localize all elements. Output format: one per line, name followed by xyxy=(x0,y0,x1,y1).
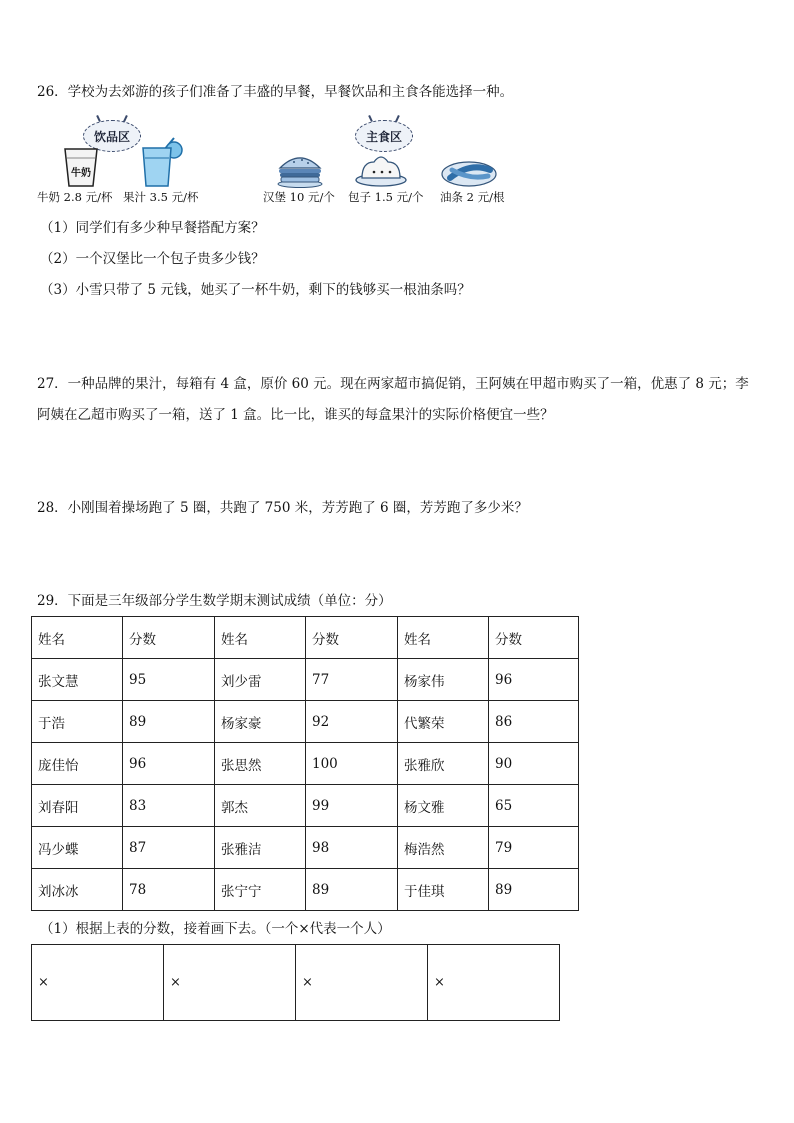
youtiao-icon xyxy=(440,156,498,188)
table-cell: 92 xyxy=(306,701,398,743)
juice-cup-icon xyxy=(140,136,184,188)
table-row xyxy=(32,827,579,869)
table-cell: 89 xyxy=(306,869,398,911)
q26-text: 26．学校为去郊游的孩子们准备了丰盛的早餐，早餐饮品和主食各能选择一种。 xyxy=(37,84,514,100)
main-zone-label: 主食区 xyxy=(355,120,413,152)
table-cell: 96 xyxy=(489,659,579,701)
q26-sub2: （2）一个汉堡比一个包子贵多少钱？ xyxy=(40,251,265,267)
table-cell: 86 xyxy=(489,701,579,743)
q28-text: 28．小刚围着操场跑了 5 圈，共跑了 750 米，芳芳跑了 6 圈，芳芳跑了多少米？ xyxy=(37,500,528,516)
table-cell: 杨家豪 xyxy=(215,701,306,743)
score-table xyxy=(31,616,579,911)
header-cell: 分数 xyxy=(123,617,215,659)
table-row xyxy=(32,869,579,911)
youtiao-caption: 油条 2 元/根 xyxy=(440,190,505,204)
hamburger-caption: 汉堡 10 元/个 xyxy=(263,190,335,204)
table-cell: 张宁宁 xyxy=(215,869,306,911)
q27-line1: 27．一种品牌的果汁，每箱有 4 盒，原价 60 元。现在两家超市搞促销，王阿姨在甲超市购买了一箱，优惠了 8 元；李 xyxy=(37,376,749,392)
table-cell: 张思然 xyxy=(215,743,306,785)
table-cell: 87 xyxy=(123,827,215,869)
table-cell: 99 xyxy=(306,785,398,827)
baozi-icon xyxy=(354,148,408,188)
table-cell: 刘冰冰 xyxy=(32,869,123,911)
header-cell: 分数 xyxy=(489,617,579,659)
q29-sub1: （1）根据上表的分数，接着画下去。（一个×代表一个人） xyxy=(40,921,391,937)
header-cell: 姓名 xyxy=(398,617,489,659)
q26-sub3: （3）小雪只带了 5 元钱，她买了一杯牛奶，剩下的钱够买一根油条吗？ xyxy=(40,282,471,298)
table-cell: 代繁荣 xyxy=(398,701,489,743)
table-cell: 张雅洁 xyxy=(215,827,306,869)
table-cell: 96 xyxy=(123,743,215,785)
table-cell: 79 xyxy=(489,827,579,869)
q29-text: 29．下面是三年级部分学生数学期末测试成绩（单位：分） xyxy=(37,593,392,609)
milk-cup-text: 牛奶 xyxy=(71,168,91,179)
milk-cup-icon xyxy=(62,146,100,188)
table-cell: 刘少雷 xyxy=(215,659,306,701)
table-cell: 于浩 xyxy=(32,701,123,743)
table-cell: 梅浩然 xyxy=(398,827,489,869)
table-cell: 90 xyxy=(489,743,579,785)
table-cell: 89 xyxy=(489,869,579,911)
tally-table xyxy=(31,944,560,1021)
table-row xyxy=(32,785,579,827)
table-cell: 100 xyxy=(306,743,398,785)
table-cell: 95 xyxy=(123,659,215,701)
q26-sub1: （1）同学们有多少种早餐搭配方案？ xyxy=(40,220,265,236)
table-cell: 庞佳怡 xyxy=(32,743,123,785)
table-row xyxy=(32,743,579,785)
q27-line2: 阿姨在乙超市购买了一箱，送了 1 盒。比一比，谁买的每盒果汁的实际价格便宜一些？ xyxy=(37,407,554,423)
table-cell: 杨文雅 xyxy=(398,785,489,827)
table-row xyxy=(32,701,579,743)
header-cell: 分数 xyxy=(306,617,398,659)
table-cell: 张雅欣 xyxy=(398,743,489,785)
tally-cell: × xyxy=(164,945,296,1021)
baozi-caption: 包子 1.5 元/个 xyxy=(348,190,424,204)
tally-cell: × xyxy=(32,945,164,1021)
tally-cell: × xyxy=(428,945,560,1021)
hamburger-icon xyxy=(276,152,324,188)
table-cell: 杨家伟 xyxy=(398,659,489,701)
table-cell: 77 xyxy=(306,659,398,701)
juice-caption: 果汁 3.5 元/杯 xyxy=(123,190,199,204)
header-cell: 姓名 xyxy=(32,617,123,659)
header-cell: 姓名 xyxy=(215,617,306,659)
milk-caption: 牛奶 2.8 元/杯 xyxy=(37,190,113,204)
table-header-row xyxy=(32,617,579,659)
table-row xyxy=(32,659,579,701)
table-cell: 刘春阳 xyxy=(32,785,123,827)
table-cell: 78 xyxy=(123,869,215,911)
table-cell: 张文慧 xyxy=(32,659,123,701)
table-cell: 98 xyxy=(306,827,398,869)
table-cell: 65 xyxy=(489,785,579,827)
table-cell: 83 xyxy=(123,785,215,827)
drink-zone-label: 饮品区 xyxy=(83,120,141,152)
table-cell: 冯少蝶 xyxy=(32,827,123,869)
table-cell: 89 xyxy=(123,701,215,743)
tally-cell: × xyxy=(296,945,428,1021)
table-cell: 于佳琪 xyxy=(398,869,489,911)
table-cell: 郭杰 xyxy=(215,785,306,827)
tally-row xyxy=(32,945,560,1021)
